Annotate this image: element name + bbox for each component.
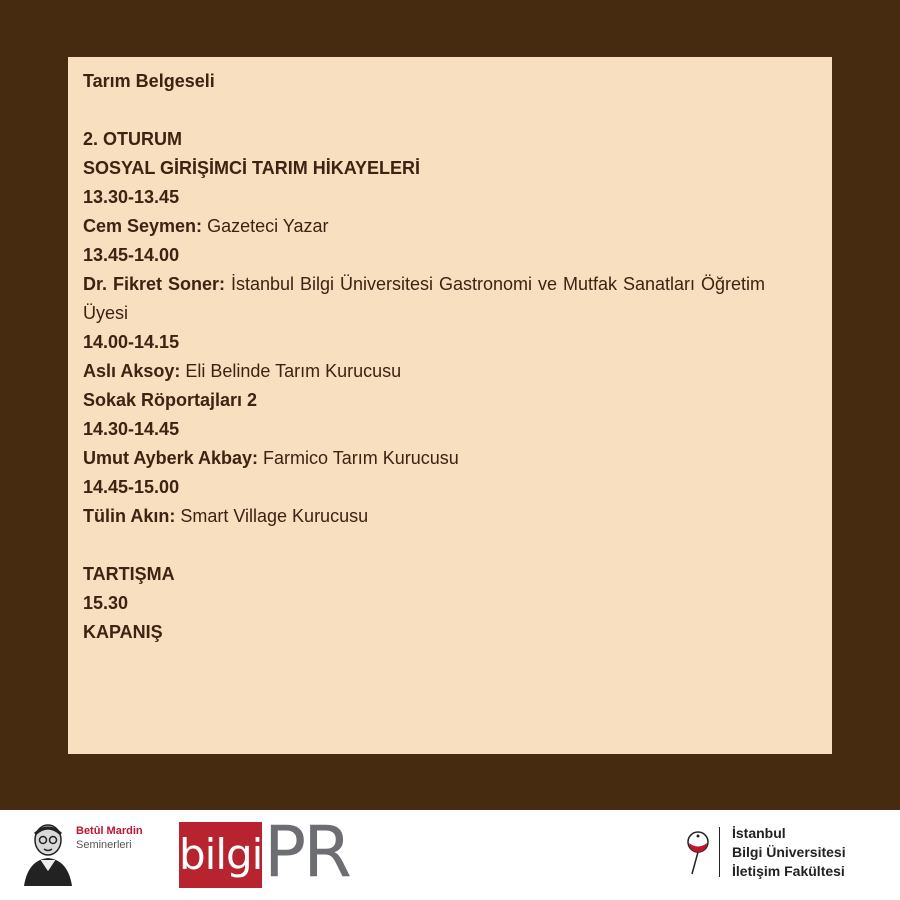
slot-speaker-line — [83, 270, 765, 328]
speaker-role: Eli Belinde Tarım Kurucusu — [180, 361, 402, 381]
speaker-role: Smart Village Kurucusu — [175, 506, 369, 526]
university-name — [732, 824, 846, 881]
slot-time: 13.30-13.45 — [83, 187, 180, 207]
speaker-role: Farmico Tarım Kurucusu — [258, 448, 459, 468]
interlude-title: Sokak Röportajları 2 — [83, 390, 258, 410]
spacer — [83, 531, 765, 560]
session-title: 2. OTURUM — [83, 129, 182, 149]
university-line-1: İstanbul — [732, 825, 786, 841]
speaker-name: Cem Seymen: — [83, 216, 203, 236]
betul-mardin-logo — [20, 820, 170, 890]
betul-mardin-subtitle: Seminerleri — [76, 839, 132, 851]
pr-logo-text: PR — [264, 811, 349, 893]
slot-time: 13.45-14.00 — [83, 245, 180, 265]
speaker-name: Umut Ayberk Akbay: — [83, 448, 259, 468]
closing-time: 15.30 — [83, 593, 129, 613]
discussion-label: TARTIŞMA — [83, 564, 175, 584]
program-heading: Tarım Belgeseli — [83, 71, 215, 91]
speaker-name: Dr. Fikret Soner: — [83, 274, 225, 294]
slot-time: 14.45-15.00 — [83, 477, 180, 497]
betul-mardin-name: Betûl Mardin — [76, 825, 143, 837]
session-subtitle: SOSYAL GİRİŞİMCİ TARIM HİKAYELERİ — [83, 158, 421, 178]
speaker-name: Tülin Akın: — [83, 506, 176, 526]
speaker-role: Gazeteci Yazar — [202, 216, 329, 236]
speaker-role: İstanbul Bilgi Üniversitesi Gastronomi ve Mutfak Sanatları Öğretim Üyesi — [83, 274, 765, 323]
speaker-name: Aslı Aksoy: — [83, 361, 181, 381]
program-content — [83, 67, 765, 647]
slot-speaker-line — [83, 357, 765, 386]
university-line-3: İletişim Fakültesi — [732, 863, 845, 879]
spacer — [83, 96, 765, 125]
program-card — [68, 57, 832, 754]
logo-divider — [719, 827, 720, 877]
portrait-icon — [20, 820, 76, 886]
slot-time: 14.00-14.15 — [83, 332, 180, 352]
bilgi-logo-box: bilgi — [179, 822, 262, 888]
slot-time: 14.30-14.45 — [83, 419, 180, 439]
closing-label: KAPANIŞ — [83, 622, 163, 642]
slot-speaker-line — [83, 502, 765, 531]
university-emblem-icon — [678, 826, 718, 886]
slot-speaker-line — [83, 212, 765, 241]
slot-speaker-line — [83, 444, 765, 473]
betul-mardin-text — [76, 824, 143, 852]
university-line-2: Bilgi Üniversitesi — [732, 844, 846, 860]
